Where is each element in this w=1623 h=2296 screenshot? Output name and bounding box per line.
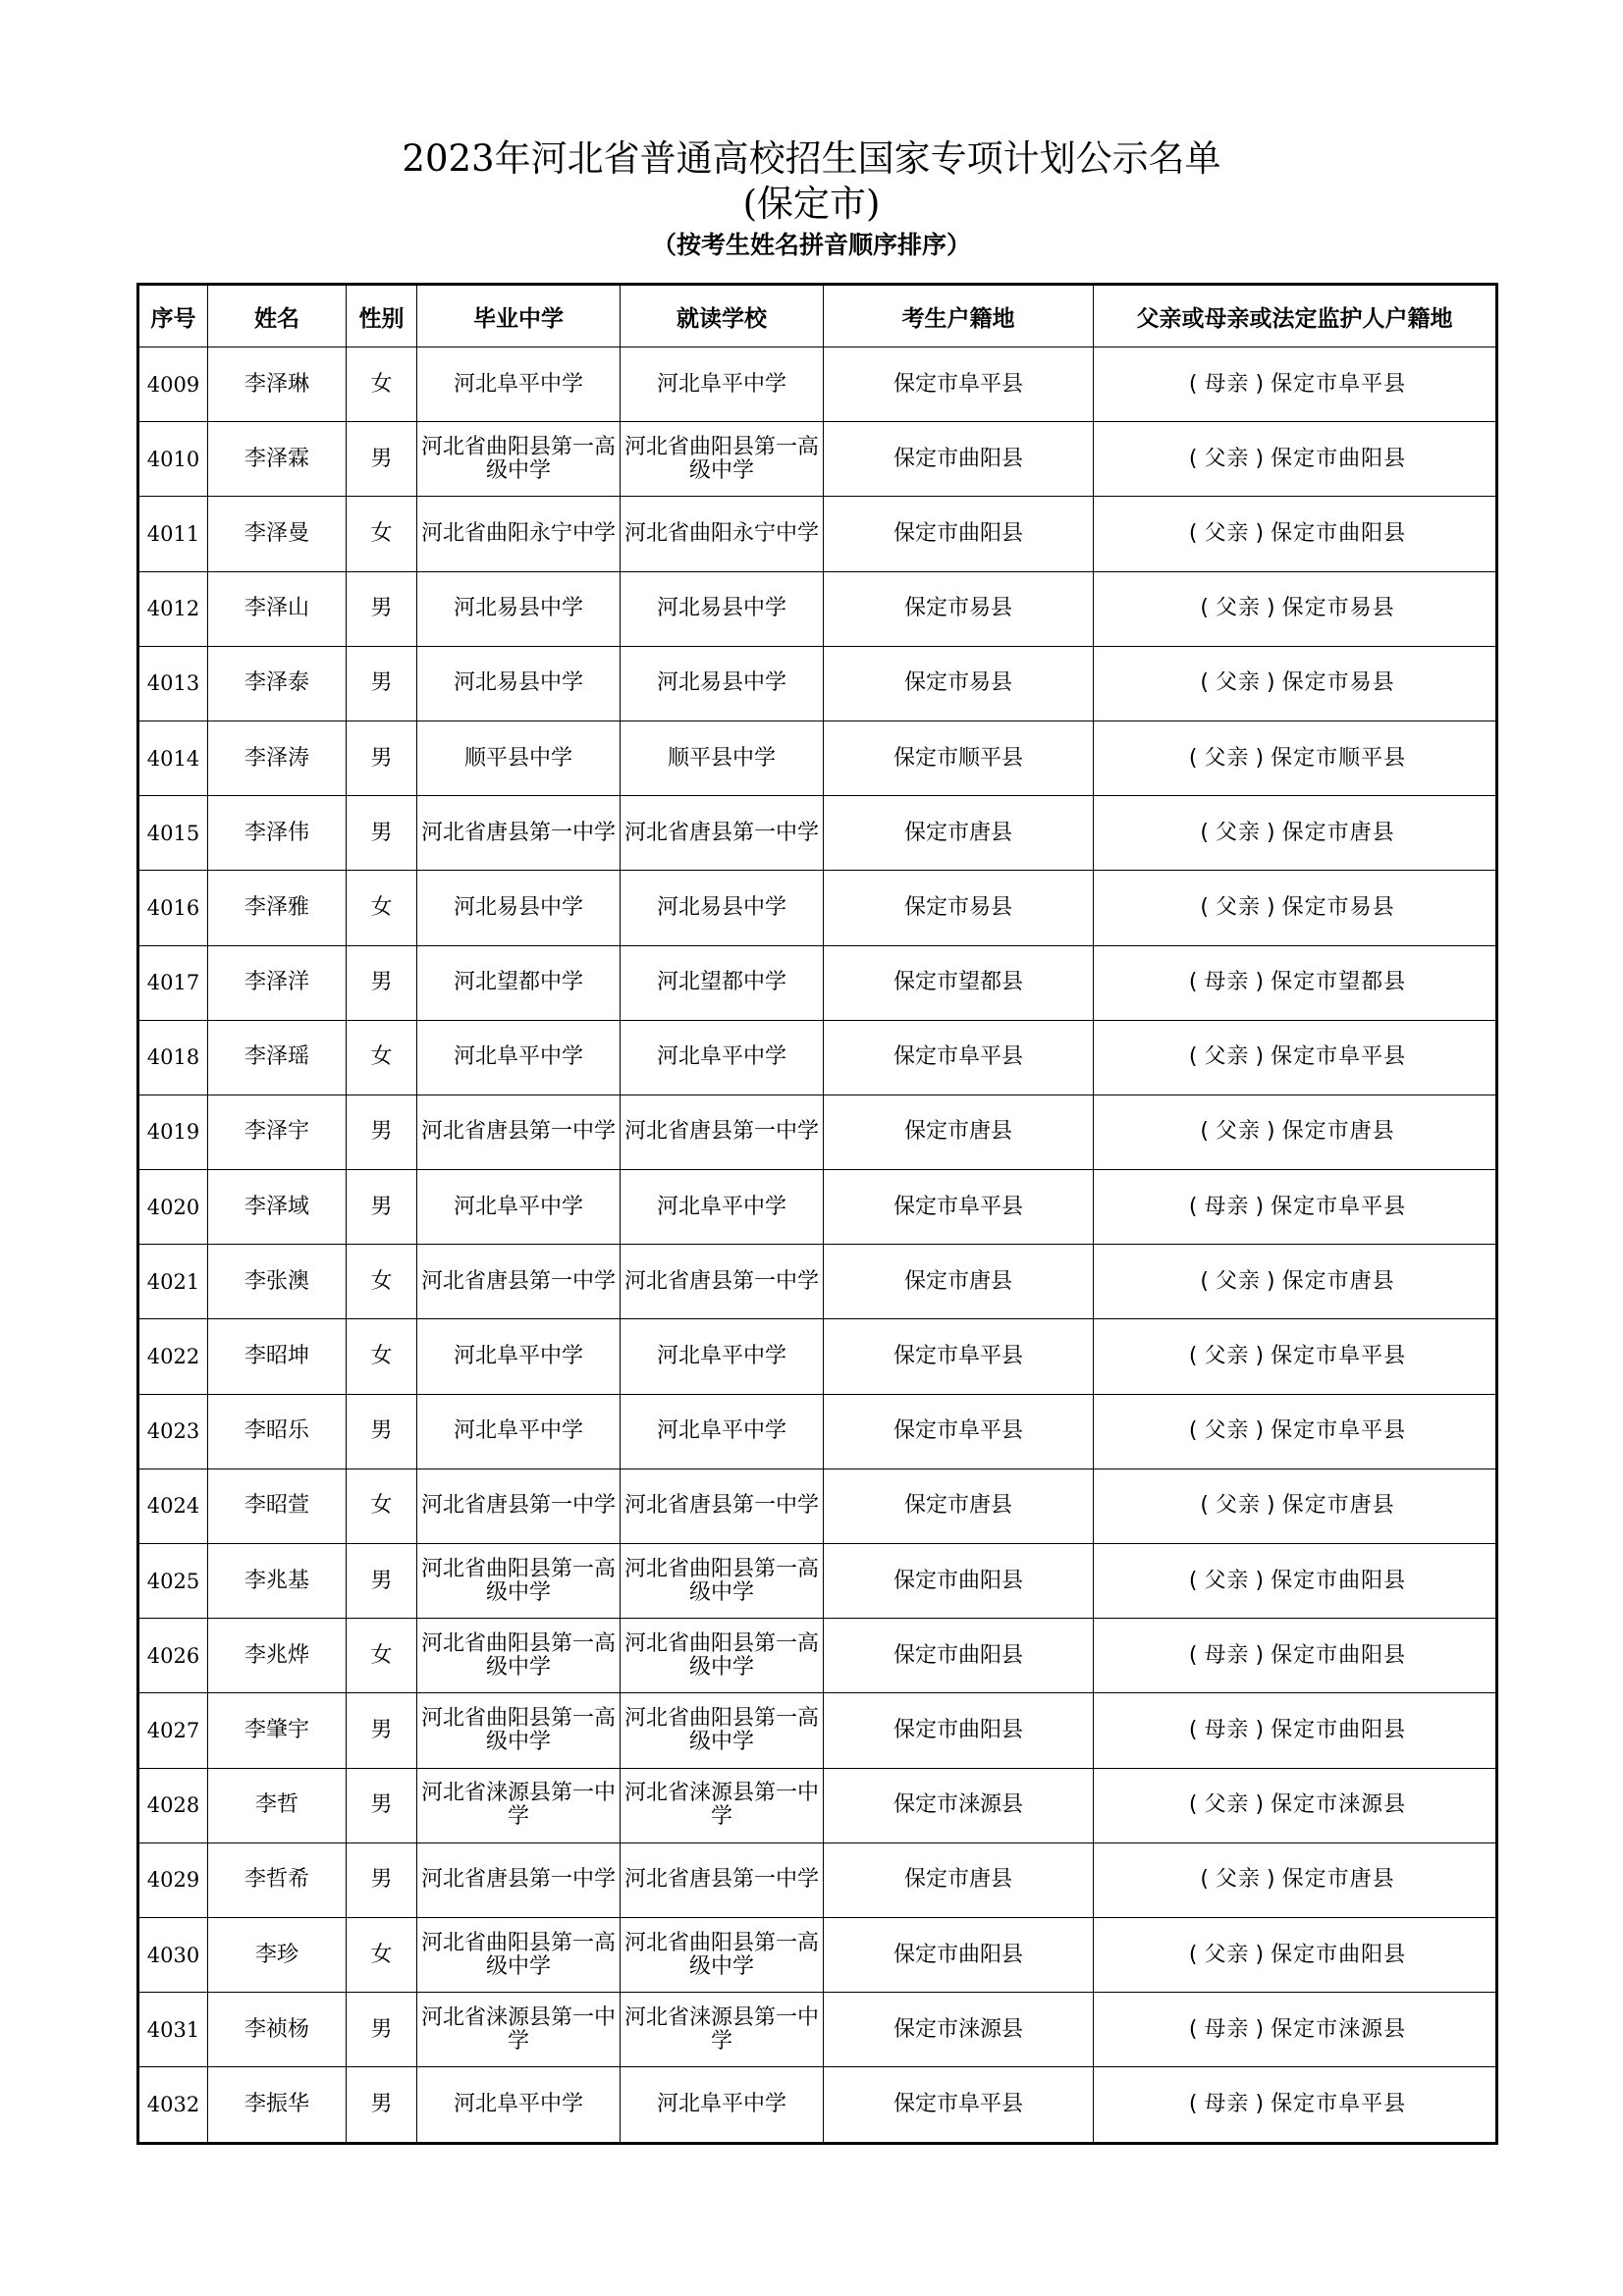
cell-gender: 男 bbox=[347, 721, 417, 795]
cell-no: 4011 bbox=[138, 497, 208, 571]
cell-current-school: 河北易县中学 bbox=[621, 871, 824, 945]
table-row bbox=[138, 1993, 1497, 2067]
cell-current-school: 河北省唐县第一中学 bbox=[621, 1095, 824, 1169]
cell-name: 李张澳 bbox=[208, 1245, 347, 1319]
cell-guardian-hukou: ( 母亲 ) 保定市涞源县 bbox=[1094, 1993, 1497, 2067]
cell-current-school: 河北省曲阳县第一高级中学 bbox=[621, 1619, 824, 1693]
table-row bbox=[138, 497, 1497, 571]
guardian-relation: 母亲 bbox=[1204, 1642, 1250, 1668]
guardian-place: 保定市唐县 bbox=[1281, 1867, 1395, 1893]
cell-gender: 男 bbox=[347, 1842, 417, 1917]
guardian-relation: 母亲 bbox=[1204, 1194, 1250, 1219]
cell-grad-school: 河北省曲阳县第一高级中学 bbox=[417, 1693, 621, 1768]
guardian-place: 保定市唐县 bbox=[1281, 1493, 1395, 1519]
table-row bbox=[138, 347, 1497, 422]
cell-hukou: 保定市涞源县 bbox=[824, 1993, 1094, 2067]
cell-guardian-hukou: ( 父亲 ) 保定市唐县 bbox=[1094, 1095, 1497, 1169]
header-current-school: 就读学校 bbox=[621, 285, 824, 347]
guardian-relation: 母亲 bbox=[1204, 371, 1250, 397]
header-guardian-hukou: 父亲或母亲或法定监护人户籍地 bbox=[1094, 285, 1497, 347]
table-row bbox=[138, 1095, 1497, 1169]
cell-grad-school: 河北省唐县第一中学 bbox=[417, 1095, 621, 1169]
cell-grad-school: 河北省曲阳县第一高级中学 bbox=[417, 1544, 621, 1619]
cell-gender: 女 bbox=[347, 1468, 417, 1543]
guardian-place: 保定市阜平县 bbox=[1271, 371, 1407, 397]
guardian-place: 保定市阜平县 bbox=[1271, 1044, 1407, 1070]
cell-current-school: 河北省唐县第一中学 bbox=[621, 1842, 824, 1917]
table-row bbox=[138, 571, 1497, 646]
cell-guardian-hukou: ( 父亲 ) 保定市曲阳县 bbox=[1094, 422, 1497, 497]
guardian-relation: 父亲 bbox=[1215, 596, 1261, 621]
cell-gender: 女 bbox=[347, 1619, 417, 1693]
cell-guardian-hukou: ( 父亲 ) 保定市唐县 bbox=[1094, 796, 1497, 871]
cell-name: 李泽曼 bbox=[208, 497, 347, 571]
guardian-relation: 父亲 bbox=[1215, 1867, 1261, 1893]
cell-gender: 男 bbox=[347, 422, 417, 497]
guardian-place: 保定市阜平县 bbox=[1271, 1194, 1407, 1219]
guardian-place: 保定市顺平县 bbox=[1271, 745, 1407, 771]
cell-name: 李兆基 bbox=[208, 1544, 347, 1619]
cell-hukou: 保定市顺平县 bbox=[824, 721, 1094, 795]
cell-no: 4021 bbox=[138, 1245, 208, 1319]
cell-current-school: 河北省曲阳县第一高级中学 bbox=[621, 422, 824, 497]
cell-grad-school: 河北省曲阳县第一高级中学 bbox=[417, 1917, 621, 1992]
cell-name: 李泽伟 bbox=[208, 796, 347, 871]
cell-hukou: 保定市易县 bbox=[824, 571, 1094, 646]
table-row bbox=[138, 1394, 1497, 1468]
table-row bbox=[138, 1619, 1497, 1693]
cell-current-school: 河北省涞源县第一中学 bbox=[621, 1768, 824, 1842]
cell-name: 李泽宇 bbox=[208, 1095, 347, 1169]
header-no: 序号 bbox=[138, 285, 208, 347]
guardian-place: 保定市曲阳县 bbox=[1271, 446, 1407, 471]
cell-guardian-hukou: ( 父亲 ) 保定市唐县 bbox=[1094, 1468, 1497, 1543]
cell-hukou: 保定市曲阳县 bbox=[824, 422, 1094, 497]
table-row bbox=[138, 871, 1497, 945]
cell-name: 李泽洋 bbox=[208, 945, 347, 1020]
header-gender: 性别 bbox=[347, 285, 417, 347]
page-subtitle-city: (保定市) bbox=[742, 183, 881, 225]
cell-no: 4024 bbox=[138, 1468, 208, 1543]
cell-guardian-hukou: ( 父亲 ) 保定市唐县 bbox=[1094, 1842, 1497, 1917]
cell-name: 李昭坤 bbox=[208, 1319, 347, 1394]
cell-gender: 男 bbox=[347, 2067, 417, 2143]
cell-grad-school: 河北省涞源县第一中学 bbox=[417, 1993, 621, 2067]
cell-hukou: 保定市曲阳县 bbox=[824, 1619, 1094, 1693]
cell-gender: 男 bbox=[347, 796, 417, 871]
page-subtitle-sort-note: （按考生姓名拼音顺序排序） bbox=[651, 231, 971, 259]
cell-name: 李泽霖 bbox=[208, 422, 347, 497]
cell-grad-school: 河北阜平中学 bbox=[417, 1170, 621, 1245]
cell-hukou: 保定市涞源县 bbox=[824, 1768, 1094, 1842]
cell-name: 李泽雅 bbox=[208, 871, 347, 945]
cell-grad-school: 河北阜平中学 bbox=[417, 1394, 621, 1468]
cell-no: 4016 bbox=[138, 871, 208, 945]
cell-guardian-hukou: ( 父亲 ) 保定市曲阳县 bbox=[1094, 1544, 1497, 1619]
table-row bbox=[138, 1020, 1497, 1095]
cell-name: 李泽涛 bbox=[208, 721, 347, 795]
cell-guardian-hukou: ( 母亲 ) 保定市曲阳县 bbox=[1094, 1693, 1497, 1768]
guardian-relation: 父亲 bbox=[1215, 894, 1261, 920]
cell-no: 4010 bbox=[138, 422, 208, 497]
cell-gender: 女 bbox=[347, 1917, 417, 1992]
table-row bbox=[138, 1544, 1497, 1619]
guardian-place: 保定市唐县 bbox=[1281, 1119, 1395, 1145]
cell-current-school: 河北易县中学 bbox=[621, 646, 824, 721]
cell-name: 李哲 bbox=[208, 1768, 347, 1842]
guardian-relation: 父亲 bbox=[1204, 1418, 1250, 1444]
guardian-relation: 父亲 bbox=[1204, 446, 1250, 471]
guardian-relation: 母亲 bbox=[1204, 1717, 1250, 1742]
guardian-relation: 母亲 bbox=[1204, 970, 1250, 995]
cell-grad-school: 河北易县中学 bbox=[417, 871, 621, 945]
cell-no: 4020 bbox=[138, 1170, 208, 1245]
cell-name: 李泽琳 bbox=[208, 347, 347, 422]
guardian-relation: 父亲 bbox=[1204, 1044, 1250, 1070]
cell-guardian-hukou: ( 父亲 ) 保定市曲阳县 bbox=[1094, 497, 1497, 571]
cell-hukou: 保定市曲阳县 bbox=[824, 1917, 1094, 1992]
cell-hukou: 保定市易县 bbox=[824, 871, 1094, 945]
cell-grad-school: 河北易县中学 bbox=[417, 646, 621, 721]
cell-current-school: 河北省涞源县第一中学 bbox=[621, 1993, 824, 2067]
cell-grad-school: 河北省唐县第一中学 bbox=[417, 796, 621, 871]
cell-current-school: 河北阜平中学 bbox=[621, 1394, 824, 1468]
guardian-place: 保定市曲阳县 bbox=[1271, 1642, 1407, 1668]
cell-current-school: 河北省唐县第一中学 bbox=[621, 1468, 824, 1543]
cell-no: 4017 bbox=[138, 945, 208, 1020]
cell-current-school: 河北省曲阳县第一高级中学 bbox=[621, 1544, 824, 1619]
cell-grad-school: 河北省唐县第一中学 bbox=[417, 1245, 621, 1319]
table-row bbox=[138, 1170, 1497, 1245]
cell-grad-school: 河北阜平中学 bbox=[417, 1319, 621, 1394]
cell-grad-school: 河北易县中学 bbox=[417, 571, 621, 646]
guardian-place: 保定市曲阳县 bbox=[1271, 1942, 1407, 1967]
table-header-row bbox=[138, 285, 1497, 347]
guardian-relation: 父亲 bbox=[1204, 520, 1250, 546]
cell-no: 4009 bbox=[138, 347, 208, 422]
cell-no: 4015 bbox=[138, 796, 208, 871]
page-title: 2023年河北省普通高校招生国家专项计划公示名单 bbox=[402, 137, 1221, 180]
cell-no: 4022 bbox=[138, 1319, 208, 1394]
table-row bbox=[138, 2067, 1497, 2143]
guardian-place: 保定市涞源县 bbox=[1271, 1792, 1407, 1818]
cell-name: 李泽域 bbox=[208, 1170, 347, 1245]
cell-hukou: 保定市唐县 bbox=[824, 1245, 1094, 1319]
guardian-relation: 父亲 bbox=[1215, 820, 1261, 845]
cell-hukou: 保定市唐县 bbox=[824, 796, 1094, 871]
guardian-place: 保定市易县 bbox=[1281, 670, 1395, 696]
cell-no: 4030 bbox=[138, 1917, 208, 1992]
cell-name: 李珍 bbox=[208, 1917, 347, 1992]
table-row bbox=[138, 721, 1497, 795]
cell-gender: 女 bbox=[347, 1245, 417, 1319]
cell-guardian-hukou: ( 父亲 ) 保定市唐县 bbox=[1094, 1245, 1497, 1319]
cell-no: 4014 bbox=[138, 721, 208, 795]
cell-name: 李兆烨 bbox=[208, 1619, 347, 1693]
cell-name: 李昭萱 bbox=[208, 1468, 347, 1543]
cell-hukou: 保定市唐县 bbox=[824, 1468, 1094, 1543]
guardian-place: 保定市曲阳县 bbox=[1271, 520, 1407, 546]
cell-name: 李昭乐 bbox=[208, 1394, 347, 1468]
cell-current-school: 河北省曲阳县第一高级中学 bbox=[621, 1693, 824, 1768]
cell-gender: 男 bbox=[347, 646, 417, 721]
guardian-place: 保定市阜平县 bbox=[1271, 1418, 1407, 1444]
cell-hukou: 保定市阜平县 bbox=[824, 1020, 1094, 1095]
guardian-place: 保定市唐县 bbox=[1281, 1268, 1395, 1294]
cell-name: 李振华 bbox=[208, 2067, 347, 2143]
cell-hukou: 保定市阜平县 bbox=[824, 1319, 1094, 1394]
cell-grad-school: 河北省曲阳县第一高级中学 bbox=[417, 422, 621, 497]
cell-guardian-hukou: ( 父亲 ) 保定市阜平县 bbox=[1094, 1319, 1497, 1394]
cell-no: 4025 bbox=[138, 1544, 208, 1619]
cell-no: 4028 bbox=[138, 1768, 208, 1842]
cell-name: 李泽瑶 bbox=[208, 1020, 347, 1095]
cell-no: 4012 bbox=[138, 571, 208, 646]
cell-no: 4018 bbox=[138, 1020, 208, 1095]
cell-current-school: 河北阜平中学 bbox=[621, 2067, 824, 2143]
guardian-relation: 父亲 bbox=[1215, 1268, 1261, 1294]
cell-gender: 男 bbox=[347, 571, 417, 646]
cell-hukou: 保定市唐县 bbox=[824, 1095, 1094, 1169]
cell-guardian-hukou: ( 母亲 ) 保定市阜平县 bbox=[1094, 1170, 1497, 1245]
cell-no: 4019 bbox=[138, 1095, 208, 1169]
table-row bbox=[138, 796, 1497, 871]
cell-guardian-hukou: ( 父亲 ) 保定市易县 bbox=[1094, 871, 1497, 945]
cell-guardian-hukou: ( 父亲 ) 保定市顺平县 bbox=[1094, 721, 1497, 795]
header-grad-school: 毕业中学 bbox=[417, 285, 621, 347]
guardian-relation: 父亲 bbox=[1204, 745, 1250, 771]
cell-grad-school: 河北阜平中学 bbox=[417, 2067, 621, 2143]
cell-current-school: 顺平县中学 bbox=[621, 721, 824, 795]
cell-guardian-hukou: ( 父亲 ) 保定市阜平县 bbox=[1094, 1020, 1497, 1095]
cell-gender: 男 bbox=[347, 1394, 417, 1468]
cell-gender: 女 bbox=[347, 497, 417, 571]
guardian-place: 保定市曲阳县 bbox=[1271, 1717, 1407, 1742]
guardian-relation: 父亲 bbox=[1204, 1942, 1250, 1967]
table-row bbox=[138, 1693, 1497, 1768]
header-name: 姓名 bbox=[208, 285, 347, 347]
guardian-relation: 母亲 bbox=[1204, 2091, 1250, 2116]
table-row bbox=[138, 1842, 1497, 1917]
guardian-relation: 父亲 bbox=[1215, 1493, 1261, 1519]
cell-grad-school: 河北阜平中学 bbox=[417, 347, 621, 422]
cell-hukou: 保定市曲阳县 bbox=[824, 1693, 1094, 1768]
cell-guardian-hukou: ( 母亲 ) 保定市阜平县 bbox=[1094, 347, 1497, 422]
cell-no: 4032 bbox=[138, 2067, 208, 2143]
table-body bbox=[138, 347, 1497, 2144]
table-row bbox=[138, 1917, 1497, 1992]
cell-gender: 男 bbox=[347, 1170, 417, 1245]
cell-guardian-hukou: ( 母亲 ) 保定市曲阳县 bbox=[1094, 1619, 1497, 1693]
cell-name: 李祯杨 bbox=[208, 1993, 347, 2067]
cell-name: 李泽泰 bbox=[208, 646, 347, 721]
table-row bbox=[138, 1768, 1497, 1842]
cell-hukou: 保定市曲阳县 bbox=[824, 1544, 1094, 1619]
table-row bbox=[138, 945, 1497, 1020]
cell-grad-school: 顺平县中学 bbox=[417, 721, 621, 795]
cell-grad-school: 河北省曲阳县第一高级中学 bbox=[417, 1619, 621, 1693]
cell-gender: 男 bbox=[347, 1095, 417, 1169]
guardian-relation: 父亲 bbox=[1215, 1119, 1261, 1145]
cell-current-school: 河北阜平中学 bbox=[621, 1020, 824, 1095]
cell-guardian-hukou: ( 父亲 ) 保定市涞源县 bbox=[1094, 1768, 1497, 1842]
cell-hukou: 保定市阜平县 bbox=[824, 2067, 1094, 2143]
cell-hukou: 保定市阜平县 bbox=[824, 1170, 1094, 1245]
cell-gender: 女 bbox=[347, 1319, 417, 1394]
cell-hukou: 保定市曲阳县 bbox=[824, 497, 1094, 571]
cell-current-school: 河北省曲阳县第一高级中学 bbox=[621, 1917, 824, 1992]
cell-no: 4026 bbox=[138, 1619, 208, 1693]
guardian-relation: 母亲 bbox=[1204, 2016, 1250, 2042]
guardian-place: 保定市唐县 bbox=[1281, 820, 1395, 845]
cell-guardian-hukou: ( 父亲 ) 保定市易县 bbox=[1094, 571, 1497, 646]
cell-current-school: 河北阜平中学 bbox=[621, 347, 824, 422]
guardian-place: 保定市涞源县 bbox=[1271, 2016, 1407, 2042]
cell-gender: 女 bbox=[347, 1020, 417, 1095]
cell-guardian-hukou: ( 父亲 ) 保定市阜平县 bbox=[1094, 1394, 1497, 1468]
cell-gender: 男 bbox=[347, 1768, 417, 1842]
cell-hukou: 保定市望都县 bbox=[824, 945, 1094, 1020]
guardian-relation: 父亲 bbox=[1215, 670, 1261, 696]
cell-name: 李哲希 bbox=[208, 1842, 347, 1917]
cell-gender: 女 bbox=[347, 871, 417, 945]
cell-grad-school: 河北省唐县第一中学 bbox=[417, 1842, 621, 1917]
cell-current-school: 河北省曲阳永宁中学 bbox=[621, 497, 824, 571]
cell-no: 4027 bbox=[138, 1693, 208, 1768]
cell-no: 4029 bbox=[138, 1842, 208, 1917]
guardian-place: 保定市易县 bbox=[1281, 894, 1395, 920]
cell-hukou: 保定市易县 bbox=[824, 646, 1094, 721]
cell-current-school: 河北阜平中学 bbox=[621, 1170, 824, 1245]
cell-gender: 男 bbox=[347, 1544, 417, 1619]
guardian-place: 保定市阜平县 bbox=[1271, 1344, 1407, 1369]
table-row bbox=[138, 1468, 1497, 1543]
guardian-place: 保定市易县 bbox=[1281, 596, 1395, 621]
cell-name: 李肇宇 bbox=[208, 1693, 347, 1768]
cell-no: 4023 bbox=[138, 1394, 208, 1468]
cell-grad-school: 河北阜平中学 bbox=[417, 1020, 621, 1095]
guardian-place: 保定市阜平县 bbox=[1271, 2091, 1407, 2116]
table-row bbox=[138, 1319, 1497, 1394]
cell-guardian-hukou: ( 母亲 ) 保定市望都县 bbox=[1094, 945, 1497, 1020]
guardian-place: 保定市望都县 bbox=[1271, 970, 1407, 995]
cell-hukou: 保定市唐县 bbox=[824, 1842, 1094, 1917]
cell-grad-school: 河北望都中学 bbox=[417, 945, 621, 1020]
cell-current-school: 河北省唐县第一中学 bbox=[621, 1245, 824, 1319]
table-row bbox=[138, 422, 1497, 497]
cell-gender: 男 bbox=[347, 1693, 417, 1768]
table-row bbox=[138, 646, 1497, 721]
cell-hukou: 保定市阜平县 bbox=[824, 347, 1094, 422]
cell-hukou: 保定市阜平县 bbox=[824, 1394, 1094, 1468]
guardian-relation: 父亲 bbox=[1204, 1344, 1250, 1369]
cell-current-school: 河北易县中学 bbox=[621, 571, 824, 646]
cell-grad-school: 河北省涞源县第一中学 bbox=[417, 1768, 621, 1842]
cell-grad-school: 河北省曲阳永宁中学 bbox=[417, 497, 621, 571]
header-hukou: 考生户籍地 bbox=[824, 285, 1094, 347]
guardian-place: 保定市曲阳县 bbox=[1271, 1568, 1407, 1593]
cell-gender: 女 bbox=[347, 347, 417, 422]
roster-table bbox=[136, 283, 1498, 2145]
table-row bbox=[138, 1245, 1497, 1319]
cell-no: 4013 bbox=[138, 646, 208, 721]
guardian-relation: 父亲 bbox=[1204, 1792, 1250, 1818]
cell-grad-school: 河北省唐县第一中学 bbox=[417, 1468, 621, 1543]
cell-no: 4031 bbox=[138, 1993, 208, 2067]
cell-current-school: 河北省唐县第一中学 bbox=[621, 796, 824, 871]
cell-guardian-hukou: ( 父亲 ) 保定市易县 bbox=[1094, 646, 1497, 721]
cell-gender: 男 bbox=[347, 945, 417, 1020]
cell-gender: 男 bbox=[347, 1993, 417, 2067]
cell-guardian-hukou: ( 母亲 ) 保定市阜平县 bbox=[1094, 2067, 1497, 2143]
cell-current-school: 河北阜平中学 bbox=[621, 1319, 824, 1394]
cell-guardian-hukou: ( 父亲 ) 保定市曲阳县 bbox=[1094, 1917, 1497, 1992]
guardian-relation: 父亲 bbox=[1204, 1568, 1250, 1593]
cell-current-school: 河北望都中学 bbox=[621, 945, 824, 1020]
cell-name: 李泽山 bbox=[208, 571, 347, 646]
